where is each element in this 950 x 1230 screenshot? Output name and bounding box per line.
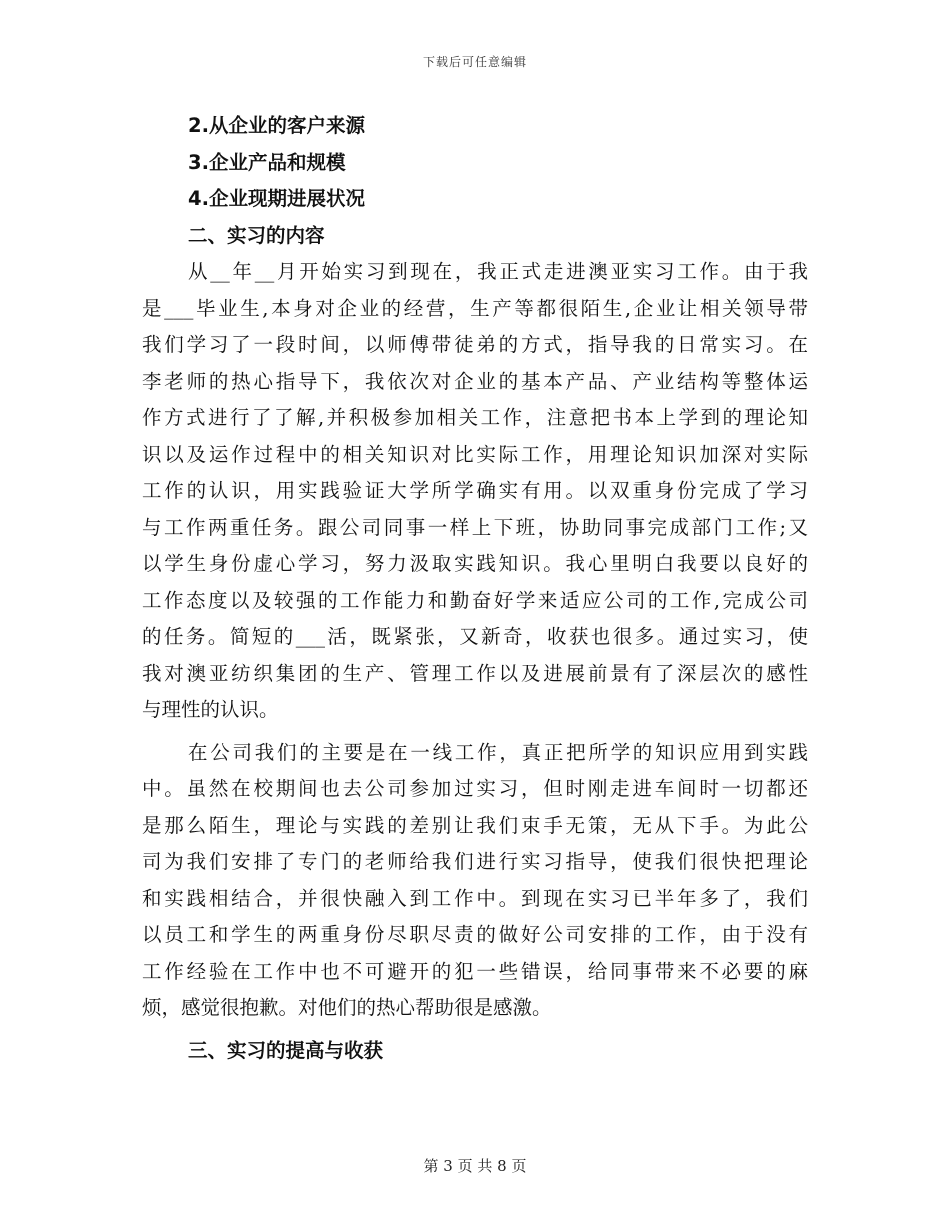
paragraph bbox=[142, 735, 808, 1027]
header-note: 下载后可任意编辑 bbox=[422, 55, 527, 69]
paragraph-line: 和实践相结合，并很快融入到工作中。到现在实习已半年多了，我们 bbox=[142, 886, 808, 910]
paragraph-line: 烦，感觉很抱歉。对他们的热心帮助很是感激。 bbox=[142, 996, 552, 1019]
paragraph-line: 是___毕业生,本身对企业的经营，生产等都很陌生,企业让相关领导带 bbox=[142, 296, 808, 320]
paragraph-line: 工作经验在工作中也不可避开的犯一些错误，给同事带来不必要的麻 bbox=[142, 959, 808, 983]
page-number: 第 3 页 共 8 页 bbox=[423, 1157, 527, 1175]
paragraph bbox=[142, 254, 808, 729]
paragraph-line: 作方式进行了了解,并积极参加相关工作，注意把书本上学到的理论知 bbox=[142, 406, 808, 429]
paragraph-line: 中。虽然在校期间也去公司参加过实习，但时刚走进车间时一切都还 bbox=[142, 777, 808, 800]
paragraph-line: 李老师的热心指导下，我依次对企业的基本产品、产业结构等整体运 bbox=[142, 369, 808, 393]
paragraph-line: 的任务。简短的___活，既紧张，又新奇，收获也很多。通过实习，使 bbox=[142, 625, 808, 648]
paragraph-line: 工作的认识，用实践验证大学所学确实有用。以双重身份完成了学习 bbox=[142, 479, 808, 502]
paragraph-line: 司为我们安排了专门的老师给我们进行实习指导，使我们很快把理论 bbox=[142, 850, 808, 873]
list-item: 4.企业现期进展状况 bbox=[188, 187, 365, 210]
paragraph-line: 以学生身份虚心学习，努力汲取实践知识。我心里明白我要以良好的 bbox=[142, 552, 808, 575]
list-item: 3.企业产品和规模 bbox=[188, 150, 346, 174]
paragraph-line: 以员工和学生的两重身份尽职尽责的做好公司安排的工作，由于没有 bbox=[142, 923, 808, 946]
paragraph-line: 是那么陌生，理论与实践的差别让我们束手无策，无从下手。为此公 bbox=[142, 813, 808, 837]
document-body bbox=[142, 108, 808, 1069]
paragraph-line: 工作态度以及较强的工作能力和勤奋好学来适应公司的工作,完成公司 bbox=[142, 588, 808, 612]
paragraph-line: 与理性的认识。 bbox=[142, 698, 279, 721]
paragraph-line: 在公司我们的主要是在一线工作，真正把所学的知识应用到实践 bbox=[188, 740, 808, 764]
paragraph-line: 从__年__月开始实习到现在，我正式走进澳亚实习工作。由于我 bbox=[188, 260, 808, 283]
section-heading: 三、实习的提高与收获 bbox=[188, 1038, 384, 1062]
paragraph-line: 我们学习了一段时间，以师傅带徒弟的方式，指导我的日常实习。在 bbox=[142, 333, 808, 356]
paragraph-line: 我对澳亚纺织集团的生产、管理工作以及进展前景有了深层次的感性 bbox=[142, 661, 808, 685]
paragraph-line: 与工作两重任务。跟公司同事一样上下班，协助同事完成部门工作;又 bbox=[142, 515, 808, 539]
list-item: 2.从企业的客户来源 bbox=[188, 114, 365, 137]
section-heading: 二、实习的内容 bbox=[188, 223, 325, 247]
paragraph-line: 识以及运作过程中的相关知识对比实际工作，用理论知识加深对实际 bbox=[142, 442, 808, 466]
